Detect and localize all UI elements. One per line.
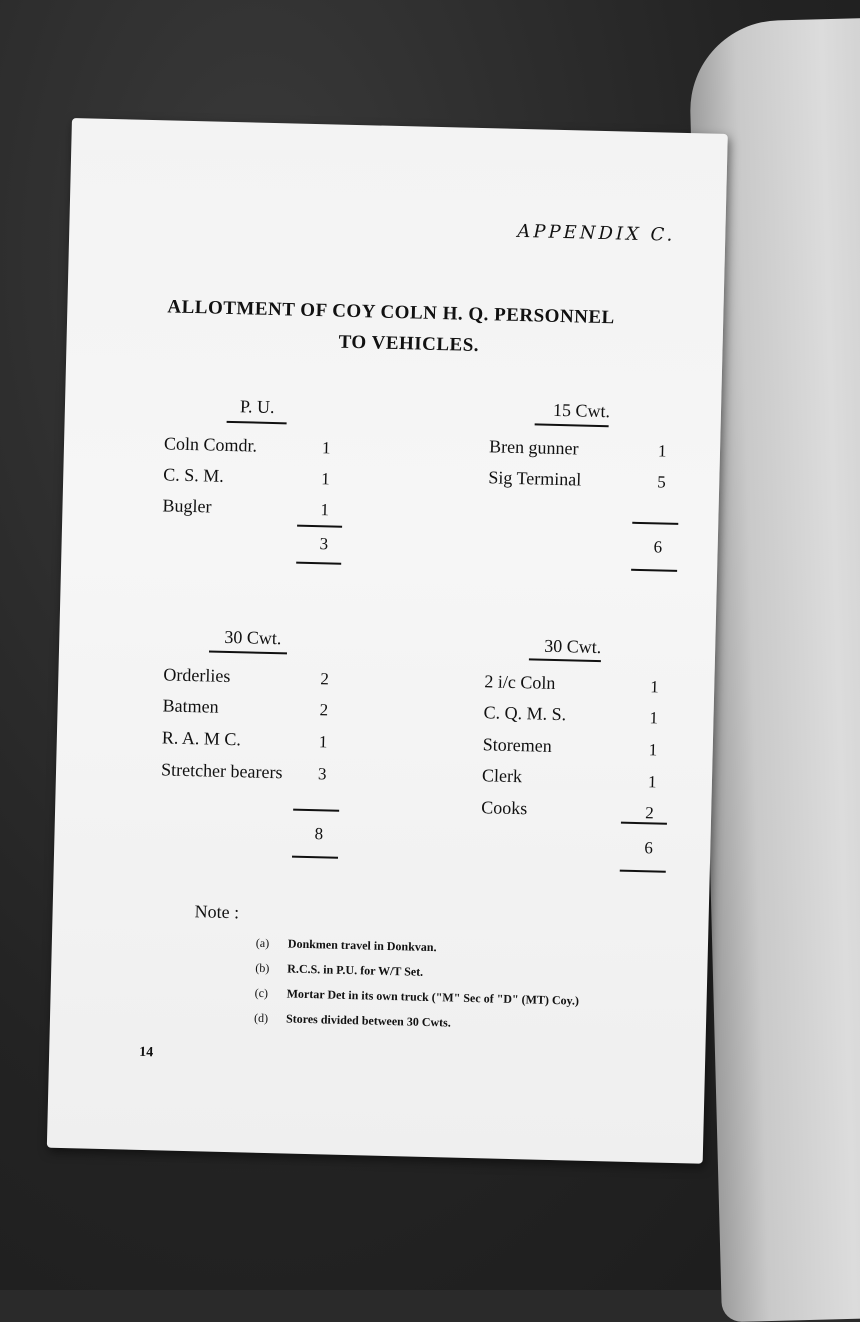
cwt30-left-total-rule: [293, 809, 339, 812]
cwt30-right-row-num: 1: [650, 677, 660, 697]
cwt30-left-heading: 30 Cwt.: [224, 626, 282, 649]
cwt30-right-row-label: 2 i/c Coln: [484, 671, 556, 693]
cwt30-left-row-num: 1: [318, 732, 328, 752]
note-item: Stores divided between 30 Cwts.: [285, 1011, 451, 1030]
cwt30-left-row-label: R. A. M C.: [161, 727, 242, 750]
cwt15-total-underline: [631, 569, 677, 572]
cwt30-right-total-rule: [621, 822, 667, 825]
cwt15-row-num: 5: [657, 472, 667, 492]
note-key: (a): [255, 935, 270, 951]
cwt30-right-row-num: 1: [648, 740, 658, 760]
note-item: Donkmen travel in Donkvan.: [287, 936, 437, 955]
pu-row-num: 1: [321, 438, 331, 458]
cwt30-right-row-label: Cooks: [481, 797, 528, 819]
note-item: Mortar Det in its own truck ("M" Sec of "D" (MT) Coy.): [286, 986, 580, 1008]
cwt30-left-row-num: 2: [320, 669, 330, 689]
pu-heading: P. U.: [239, 396, 275, 418]
appendix-label: APPENDIX C.: [517, 220, 676, 246]
cwt30-right-total-underline: [620, 870, 666, 873]
note-key: (d): [253, 1010, 269, 1026]
cwt15-row-label: Bren gunner: [488, 436, 579, 459]
cwt30-right-row-num: 1: [649, 708, 659, 728]
cwt30-left-total: 8: [314, 824, 324, 844]
pu-total-underline: [296, 562, 341, 565]
title-line-2: TO VEHICLES.: [338, 331, 480, 357]
cwt15-row-num: 1: [657, 441, 667, 461]
pu-total-rule: [297, 525, 342, 528]
note-item: R.C.S. in P.U. for W/T Set.: [287, 961, 424, 979]
pu-row-num: 1: [320, 500, 330, 520]
cwt30-left-row-label: Orderlies: [163, 664, 231, 687]
note-key: (c): [254, 985, 269, 1001]
cwt15-heading-rule: [535, 423, 609, 427]
pu-row-label: C. S. M.: [163, 464, 225, 486]
title-line-1: ALLOTMENT OF COY COLN H. Q. PERSONNEL: [167, 296, 616, 329]
cwt15-total-rule: [632, 522, 678, 525]
note-heading: Note :: [194, 901, 240, 923]
cwt30-left-heading-rule: [209, 651, 287, 655]
cwt30-right-heading-rule: [529, 658, 601, 662]
cwt30-right-row-label: Storemen: [482, 734, 553, 756]
document-page: [47, 118, 728, 1164]
pu-row-num: 1: [321, 469, 330, 489]
pu-heading-rule: [227, 421, 287, 424]
cwt30-right-total: 6: [644, 838, 654, 858]
cwt30-left-row-label: Stretcher bearers: [160, 759, 283, 783]
pu-total: 3: [319, 534, 329, 554]
cwt30-right-row-num: 2: [644, 803, 654, 823]
cwt30-right-row-label: C. Q. M. S.: [483, 702, 567, 725]
cwt30-left-row-num: 3: [317, 764, 327, 784]
page-number: 14: [139, 1044, 154, 1061]
cwt30-left-row-label: Batmen: [162, 695, 219, 717]
note-key: (b): [255, 960, 270, 976]
cwt30-left-total-underline: [292, 856, 338, 859]
pu-row-label: Coln Comdr.: [163, 433, 258, 456]
cwt30-right-heading: 30 Cwt.: [544, 635, 602, 658]
pu-row-label: Bugler: [162, 495, 212, 517]
cwt30-right-row-num: 1: [647, 772, 657, 792]
cwt30-right-row-label: Clerk: [481, 765, 523, 787]
cwt15-total: 6: [653, 537, 663, 557]
cwt30-left-row-num: 2: [319, 700, 329, 720]
cwt15-heading: 15 Cwt.: [552, 399, 611, 422]
cwt15-row-label: Sig Terminal: [488, 467, 582, 490]
